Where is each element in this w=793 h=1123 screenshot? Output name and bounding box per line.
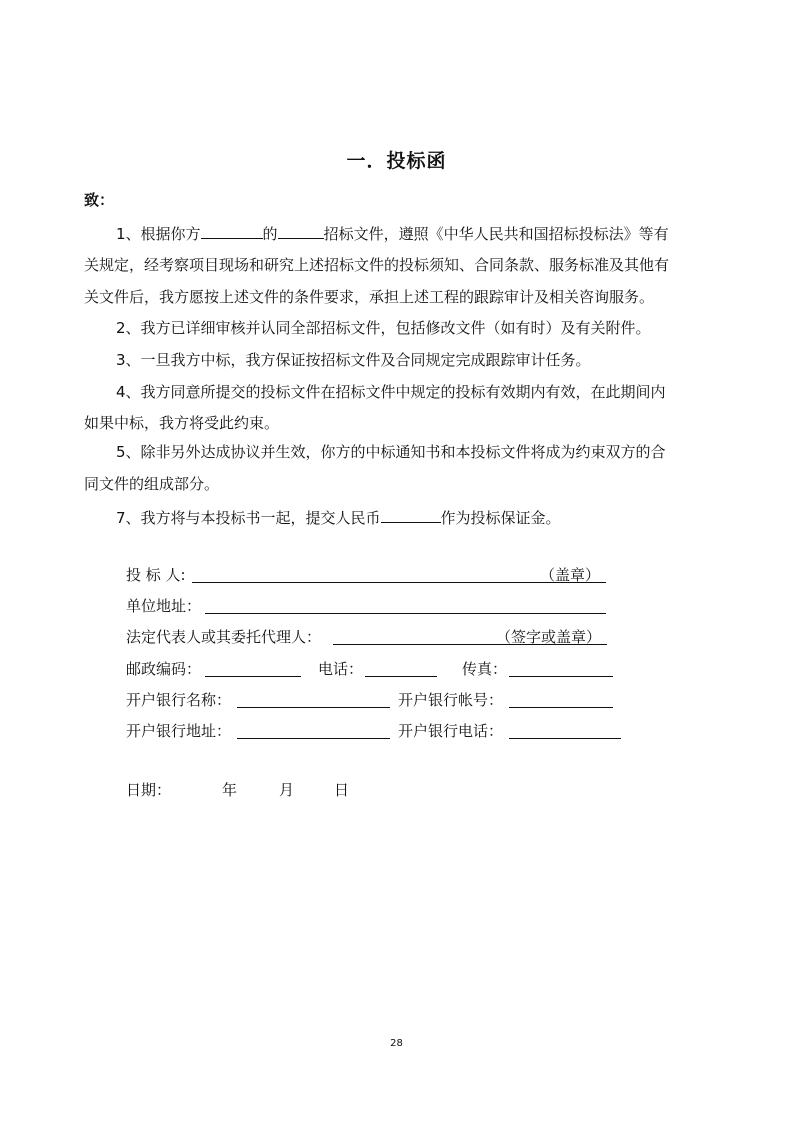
bank-account-field[interactable]	[509, 707, 613, 708]
item-7-text-b: 作为投标保证金。	[440, 509, 561, 527]
date-month: 月	[279, 781, 295, 799]
item-1-text-c: 招标文件，遵照《中华人民共和国招标投标法》等有	[323, 225, 669, 243]
item-1-line-2: 关规定，经考察项目现场和研究上述招标文件的投标须知、合同条款、服务标准及其他有	[84, 256, 670, 274]
bank-address-field[interactable]	[237, 738, 390, 739]
item-4-line-1: 4、我方同意所提交的投标文件在招标文件中规定的投标有效期内有效，在此期间内	[116, 383, 666, 401]
postcode-field[interactable]	[205, 676, 301, 677]
postcode-label: 邮政编码：	[126, 660, 202, 678]
item-1-text-a: 1、根据你方	[116, 225, 201, 243]
fax-field[interactable]	[509, 676, 613, 677]
item-2-line-1: 2、我方已详细审核并认同全部招标文件，包括修改文件（如有时）及有关附件。	[116, 319, 651, 337]
item-3-line-1: 3、一旦我方中标，我方保证按招标文件及合同规定完成跟踪审计任务。	[116, 351, 591, 369]
address-field[interactable]	[205, 613, 606, 614]
address-label: 单位地址：	[126, 597, 202, 615]
issuer-blank[interactable]	[201, 222, 263, 239]
bank-phone-field[interactable]	[509, 738, 621, 739]
project-blank[interactable]	[278, 222, 324, 239]
item-1-line-1	[116, 222, 669, 244]
phone-field[interactable]	[365, 676, 437, 677]
item-7-text-a: 7、我方将与本投标书一起，提交人民币	[116, 509, 381, 527]
deposit-amount-blank[interactable]	[381, 506, 441, 523]
item-7-line-1	[116, 506, 561, 528]
bank-name-field[interactable]	[237, 707, 390, 708]
bank-name-label: 开户银行名称：	[126, 691, 232, 709]
item-5-line-2: 同文件的组成部分。	[84, 475, 220, 493]
bank-address-label: 开户银行地址：	[126, 722, 232, 740]
fax-label: 传真：	[462, 660, 508, 678]
addressee: 致：	[84, 191, 115, 209]
date-label: 日期：	[126, 781, 172, 799]
date-day: 日	[334, 781, 350, 799]
page-title: 一．投标函	[346, 150, 447, 172]
item-1-line-3: 关文件后，我方愿按上述文件的条件要求，承担上述工程的跟踪审计及相关咨询服务。	[84, 288, 655, 306]
representative-sign-note: （签字或盖章）	[496, 628, 602, 646]
item-1-text-b: 的	[262, 225, 278, 243]
bank-phone-label: 开户银行电话：	[398, 722, 504, 740]
bidder-seal-note: （盖章）	[540, 566, 601, 584]
representative-label: 法定代表人或其委托代理人：	[126, 628, 322, 646]
date-year: 年	[222, 781, 238, 799]
bank-account-label: 开户银行帐号：	[398, 691, 504, 709]
page-number: 28	[390, 1038, 403, 1049]
phone-label: 电话：	[318, 660, 364, 678]
item-4-line-2: 如果中标，我方将受此约束。	[84, 414, 280, 432]
bidder-label: 投 标 人:	[126, 566, 186, 584]
item-5-line-1: 5、除非另外达成协议并生效，你方的中标通知书和本投标文件将成为约束双方的合	[116, 443, 666, 461]
